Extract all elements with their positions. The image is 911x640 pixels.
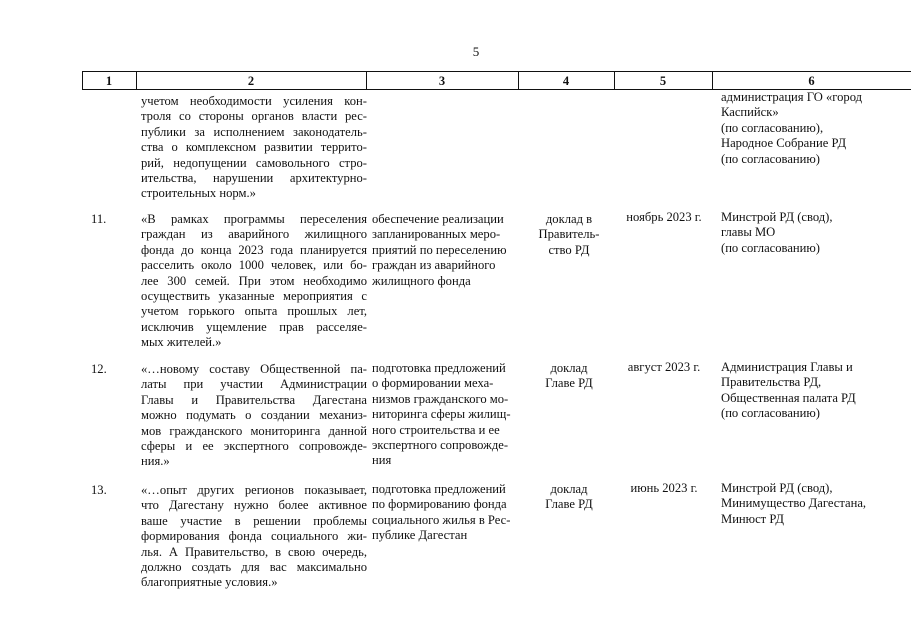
text-line: низмов гражданского мо- [372, 391, 509, 406]
text-line: Главы и Правительства Дагестана [141, 392, 367, 407]
text-line: должно создать для вас максимально [141, 560, 367, 575]
text-line: подготовка предложений [372, 482, 506, 496]
text-line: «В рамках программы переселения [141, 212, 367, 226]
row-11-form [520, 212, 618, 258]
text-line: (по согласованию) [721, 240, 821, 255]
continuation-col2 [141, 94, 367, 202]
text-line: август 2023 г. [627, 360, 701, 374]
text-line: социального жилья в Рес- [372, 512, 511, 527]
text-line: ного строительства и ее [372, 422, 500, 437]
text-line: сферы и ее экспертного сопровожде- [141, 439, 367, 454]
text-line: Минстрой РД (свод), [721, 481, 833, 495]
header-col-4: 4 [562, 74, 570, 88]
row-11-number: 11. [91, 212, 107, 226]
text-line: администрация ГО «город [721, 90, 863, 104]
text-line: мов гражданского мониторинга данной [141, 423, 367, 438]
header-col-1: 1 [105, 74, 113, 88]
text-line: учетом горького опыта прошлых лет, [141, 304, 367, 319]
text-line: приятий по переселению [372, 242, 507, 257]
text-line: о формировании меха- [372, 376, 494, 391]
text-line: строительных норм.» [141, 186, 256, 201]
text-line: граждан из аварийного жилищного [141, 227, 367, 242]
text-line: публики за исполнением законодатель- [141, 124, 367, 139]
text-line: (по согласованию) [721, 406, 821, 421]
row-11-quote [141, 212, 367, 351]
row-11-deadline [616, 210, 712, 225]
table-top-border [82, 71, 911, 72]
text-line: рий, недопущении самовольного стро- [141, 155, 367, 170]
text-line: (по согласованию) [721, 151, 821, 166]
text-line: формирования фонда социального жи- [141, 529, 367, 544]
header-col-3: 3 [438, 74, 446, 88]
text-line: ния.» [141, 454, 170, 469]
text-line: лее 300 семей. При этом необходимо [141, 273, 367, 288]
text-line: доклад в [545, 212, 593, 226]
text-line: «…опыт других регионов показывает, [141, 483, 367, 497]
text-line: Общественная палата РД [721, 390, 856, 405]
text-line: Главе РД [545, 376, 593, 391]
text-line: ства о комплексном развитии террито- [141, 140, 367, 155]
text-line: благоприятные условия.» [141, 575, 278, 590]
text-line: лья. А Правительство, в свою очередь, [141, 544, 367, 559]
text-line: доклад [550, 361, 588, 375]
continuation-col6 [721, 90, 901, 167]
header-col-2: 2 [247, 74, 255, 88]
text-line: подготовка предложений [372, 361, 506, 375]
text-line: латы при участии Администрации [141, 377, 367, 392]
text-line: Каспийск» [721, 105, 779, 120]
text-line: (по согласованию), [721, 120, 824, 135]
text-line: Администрация Главы и [721, 360, 853, 374]
text-line: экспертного сопровожде- [372, 438, 509, 453]
text-line: по формированию фонда [372, 497, 507, 512]
text-line: Минюст РД [721, 511, 784, 526]
text-line: обеспечение реализации [372, 212, 504, 226]
text-line: Главе РД [545, 497, 593, 512]
text-line: ство РД [548, 242, 590, 257]
text-line: запланированных меро- [372, 227, 501, 242]
text-line: ительства, нарушении архитектурно- [141, 171, 367, 186]
row-13-number: 13. [91, 483, 107, 497]
header-col-5: 5 [659, 74, 667, 88]
text-line: жилищного фонда [372, 273, 471, 288]
text-line: Минстрой РД (свод), [721, 210, 833, 224]
text-line: публике Дагестан [372, 528, 468, 543]
row-13-responsible [721, 481, 901, 527]
row-13-deadline [616, 481, 712, 496]
row-13-measure [372, 482, 524, 544]
row-13-form [520, 482, 618, 513]
text-line: ниторинга сферы жилищ- [372, 407, 511, 422]
text-line: учетом необходимости усиления кон- [141, 94, 367, 108]
text-line: июнь 2023 г. [630, 481, 698, 495]
text-line: главы МО [721, 225, 776, 240]
row-12-number: 12. [91, 362, 107, 376]
text-line: фонда до конца 2023 года планируется [141, 242, 367, 257]
text-line: расселить около 1000 человек, или бо- [141, 258, 367, 273]
text-line: ваше участие в решении проблемы [141, 513, 367, 528]
text-line: что Дагестану нужно более активное [141, 498, 367, 513]
text-line: осуществить указанные мероприятия с [141, 289, 367, 304]
text-line: ния [372, 453, 392, 468]
text-line: доклад [550, 482, 588, 496]
text-line: Народное Собрание РД [721, 136, 847, 151]
row-13-quote [141, 483, 367, 591]
text-line: ноябрь 2023 г. [626, 210, 702, 224]
header-col-6: 6 [808, 74, 815, 88]
row-12-responsible [721, 360, 901, 422]
text-line: мых жителей.» [141, 335, 222, 350]
text-line: Правитель- [538, 227, 600, 242]
text-line: троля со стороны органов власти рес- [141, 109, 367, 124]
text-line: исключив ущемление прав расселяе- [141, 319, 367, 334]
text-line: граждан из аварийного [372, 258, 496, 273]
text-line: Минимущество Дагестана, [721, 496, 867, 511]
text-line: можно подумать о создании механиз- [141, 408, 367, 423]
row-12-form [520, 361, 618, 392]
row-11-responsible [721, 210, 901, 256]
text-line: Правительства РД, [721, 375, 822, 390]
text-line: «…новому составу Общественной па- [141, 362, 367, 376]
page-number: 5 [472, 44, 480, 59]
row-12-quote [141, 362, 367, 470]
row-11-measure [372, 212, 524, 289]
row-12-measure [372, 361, 524, 469]
row-12-deadline [616, 360, 712, 375]
